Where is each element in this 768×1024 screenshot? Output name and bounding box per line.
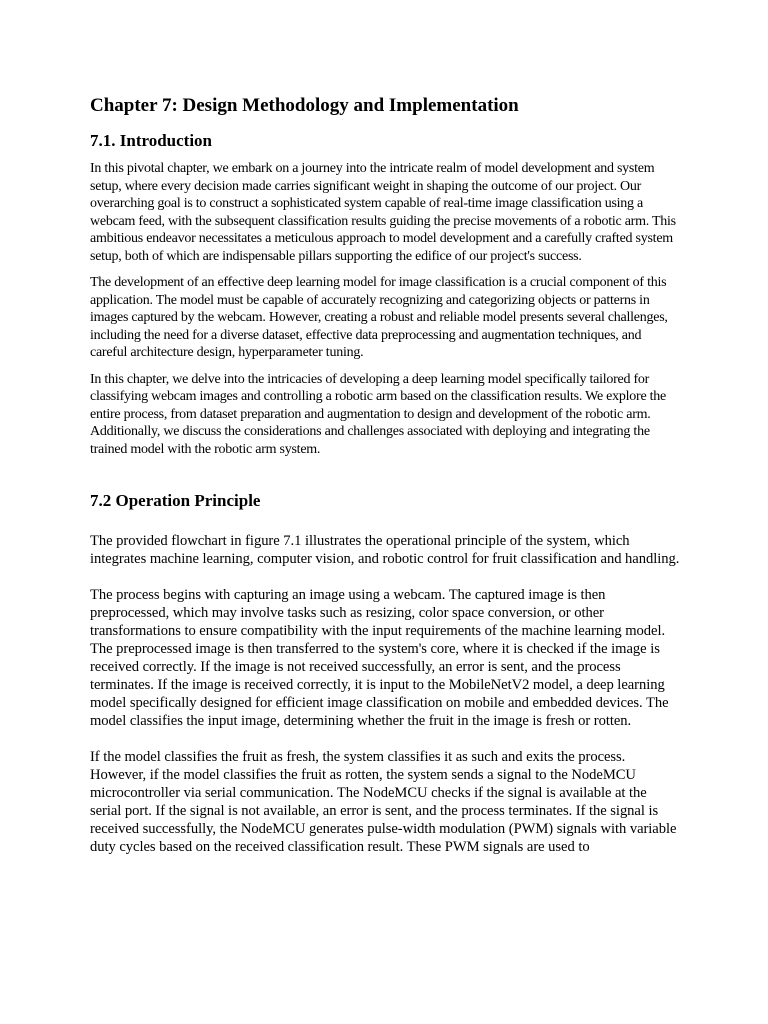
section-heading-operation-principle: 7.2 Operation Principle (90, 491, 261, 510)
document-page (90, 94, 680, 874)
paragraph: The process begins with capturing an image using a webcam. The captured image is then preprocessed, which may involve tasks such as resizing, color space conversion, or other transformations to ensure compatibility with the input requirements of the machine learning model. The preprocessed image is then transferred to the system's core, where it is checked if the image is received correctly. If the image is not received successfully, an error is sent, and the process terminates. If the image is received correctly, it is input to the MobileNetV2 model, a deep learning model specifically designed for efficient image classification on mobile and embedded devices. The model classifies the input image, determining whether the fruit in the image is fresh or rotten. (90, 587, 669, 729)
paragraph: If the model classifies the fruit as fresh, the system classifies it as such and exits the process. However, if the model classifies the fruit as rotten, the system sends a signal to the NodeMCU microcontroller via serial communication. The NodeMCU checks if the signal is available at the serial port. If the signal is not available, an error is sent, and the process terminates. If the signal is received successfully, the NodeMCU generates pulse-width modulation (PWM) signals with variable duty cycles based on the received classification result. These PWM signals are used to (90, 749, 677, 855)
paragraph: In this pivotal chapter, we embark on a journey into the intricate realm of model development and system setup, where every decision made carries significant weight in shaping the outcome of our project. Our overarching goal is to construct a sophisticated system capable of real-time image classification using a webcam feed, with the subsequent classification results guiding the precise movements of a robotic arm. This ambitious endeavor necessitates a meticulous approach to model development and a carefully crafted system setup, both of which are indispensable pillars supporting the edifice of our project's success. (90, 161, 676, 264)
section-heading-introduction: 7.1. Introduction (90, 131, 213, 150)
paragraph: In this chapter, we delve into the intricacies of developing a deep learning model specifically tailored for classifying webcam images and controlling a robotic arm based on the classification results. We explore the entire process, from dataset preparation and augmentation to design and development of the robotic arm. Additionally, we discuss the considerations and challenges associated with deploying and integrating the trained model with the robotic arm system. (90, 371, 667, 457)
chapter-title: Chapter 7: Design Methodology and Implementation (90, 95, 519, 116)
paragraph: The development of an effective deep learning model for image classification is a crucial component of this application. The model must be capable of accurately recognizing and categorizing objects or patterns in images captured by the webcam. However, creating a robust and reliable model presents several challenges, including the need for a diverse dataset, effective data preprocessing and augmentation techniques, and careful architecture design, hyperparameter tuning. (90, 275, 668, 360)
paragraph: The provided flowchart in figure 7.1 illustrates the operational principle of the system, which integrates machine learning, computer vision, and robotic control for fruit classification and handling. (90, 533, 680, 567)
